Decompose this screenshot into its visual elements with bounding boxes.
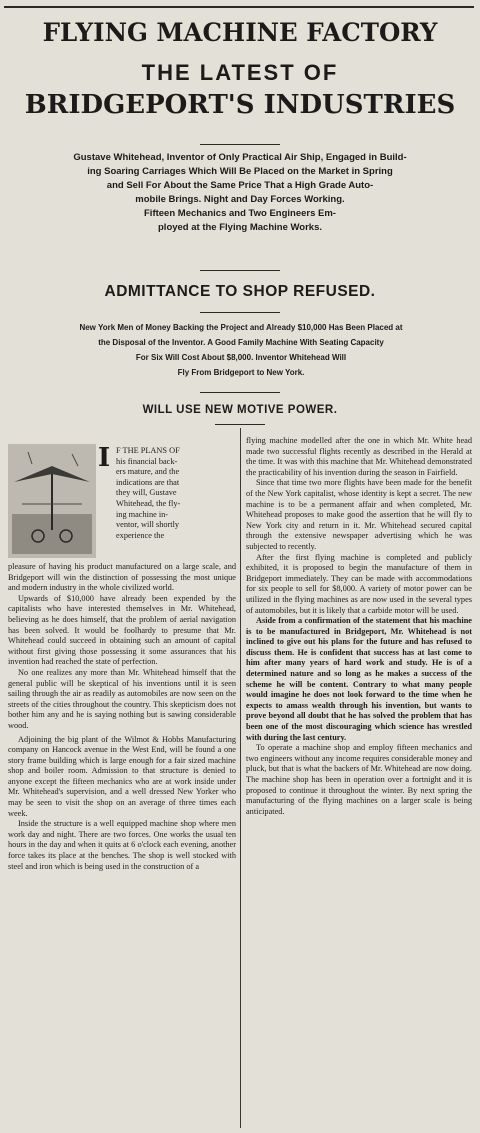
right-column	[246, 436, 472, 817]
deck-line: Gustave Whitehead, Inventor of Only Practical Air Ship, Engaged in Build-	[73, 152, 407, 163]
intro-line: indications are that	[116, 477, 180, 487]
deck-line: and Sell For About the Same Price That a High Grade Auto-	[106, 180, 374, 191]
headline-line-2: THE LATEST OF	[141, 60, 339, 85]
deck-block	[30, 151, 450, 235]
intro-line: ers mature, and the	[116, 467, 180, 477]
intro-line: ing machine in-	[116, 509, 169, 519]
deck-line: mobile Brings. Night and Day Forces Working.	[135, 194, 345, 205]
deck-line: ployed at the Flying Machine Works.	[158, 222, 322, 233]
intro-line: Whitehead, the fly-	[116, 498, 181, 508]
subhead-motive-power: WILL USE NEW MOTIVE POWER.	[142, 404, 338, 416]
intro-line: F THE PLANS OF	[116, 446, 180, 455]
paragraph: pleasure of having his product manufactured on a large scale, and Bridgeport will win the distinction of possessing the most unique and modern industry in the whole civilized world.	[8, 562, 236, 593]
divider-rule	[200, 392, 280, 393]
subhead-admittance: ADMITTANCE TO SHOP REFUSED.	[104, 283, 376, 300]
paragraph: After the first flying machine is completed and publicly exhibited, it is proposed to begin the manufacture of them in Bridgeport immediately. They can be made with accommodations for six people to sell for $8,000. A variety of motor power can be utilized in the flying machines as are now used in the several types of automobiles, but it is likely that a carbide motor will be used.	[246, 552, 472, 615]
deck2-line: For Six Will Cost About $8,000. Inventor Whitehead Will	[135, 353, 347, 362]
paragraph: Adjoining the big plant of the Wilmot & Hobbs Manufacturing company on Hancock avenue in the West End, will be found a one story frame building which is large enough for a fair sized machine shop and boiler room. Admission to that structure is denied to anyone except the fifteen mechanics who are at work inside under Mr. Whitehead's supervision, and a well dressed New Yorker who may be seen to visit the shop on an average of three times each week.	[8, 734, 236, 818]
drop-cap: I	[98, 443, 111, 473]
deck2-block	[26, 320, 456, 380]
headline-line-3: BRIDGEPORT'S INDUSTRIES	[24, 90, 456, 120]
top-rule	[4, 6, 474, 8]
deck-line: Fifteen Mechanics and Two Engineers Em-	[144, 208, 336, 219]
deck2-line: Fly From Bridgeport to New York.	[177, 368, 305, 377]
column-divider	[240, 428, 241, 1128]
deck2-line: New York Men of Money Backing the Project and Already $10,000 Has Been Placed at	[79, 323, 403, 332]
paragraph: Upwards of $10,000 have already been expended by the capitalists who have interested themselves in Mr. Whitehead, believing as he does himself, that the problem of aerial navigation has been solved. It would be foolhardy to presume that Mr. Whitehead could succeed in obtaining such an amount of capital without first giving those possessing it some assurances that his invention had reached the state of perfection.	[8, 593, 236, 667]
divider-rule	[215, 424, 265, 425]
left-column	[8, 562, 236, 872]
deck-line: ing Soaring Carriages Which Will Be Placed on the Market in Spring	[87, 166, 393, 177]
deck2-line: the Disposal of the Inventor. A Good Family Machine With Seating Capacity	[98, 338, 384, 347]
intro-beside-picture	[116, 446, 236, 541]
intro-line: his financial back-	[116, 456, 178, 466]
flying-machine-illustration	[8, 444, 96, 558]
intro-line: they will, Gustave	[116, 488, 177, 498]
divider-rule	[200, 312, 280, 313]
intro-line: experience the	[116, 530, 165, 540]
intro-line: ventor, will shortly	[116, 520, 180, 530]
divider-rule	[200, 144, 280, 145]
headline-line-1: FLYING MACHINE FACTORY	[42, 18, 438, 47]
paragraph: flying machine modelled after the one in which Mr. White head made two successful flights recently as described in the Herald at the time. It was with this machine that Mr. Whitehead demonstrated the practicability of his invention during the season in Fairfield.	[246, 436, 472, 477]
paragraph: Inside the structure is a well equipped machine shop where men work day and night. There are two forces. One works the usual ten hours in the day and when it quits at 6 o'clock each evening, another force takes its place at the benches. The shop is well stocked with steel and iron which is being used in the construction of a	[8, 819, 236, 871]
paragraph-emphasis: Aside from a confirmation of the statement that his machine is to be manufactured in Bridgeport, Mr. Whitehead is not inclined to give out his plans for the future and has refused to discuss them. He is confident that success has at last come to him after many years of hard work and study. He is of a determined nature and so long as he makes a success of the scheme he will be content. Contrary to what many people would imagine he does not look forward to the time when he expects to amass wealth through his invention, but wants to prove beyond all doubt that he has solved the problem that has been one of the most discouraging which science has wrestled with during the last century.	[246, 616, 472, 742]
divider-rule	[200, 270, 280, 271]
paragraph: Since that time two more flights have been made for the benefit of the New York capitalist, whose identity is kept a secret. The new machine is to be a permanent affair and when completed, Mr. Whitehead proposes to make good the assertion that he will fly to New York city and return in it. Mr. Whitehead secured capital through the extensive newspaper advertising which he was subjected to recently.	[246, 478, 472, 551]
paragraph: To operate a machine shop and employ fifteen mechanics and two engineers without any income requires considerable money and pluck, but that is what the backers of Mr. Whitehead are now doing. The machine shop has been in operation over a fortnight and it is proposed to continue it throughout the winter. By next spring the manufacturing of the flying machines on a larger scale is being anticipated.	[246, 743, 472, 816]
paragraph: No one realizes any more than Mr. Whitehead himself that the general public will be skeptical of his inventions until it is seen sailing through the air as readily as automobiles are now seen on the streets of the cities throughout the country. This skepticism does not bother him any and he is saying nothing but is sawing considerable wood.	[8, 667, 236, 730]
